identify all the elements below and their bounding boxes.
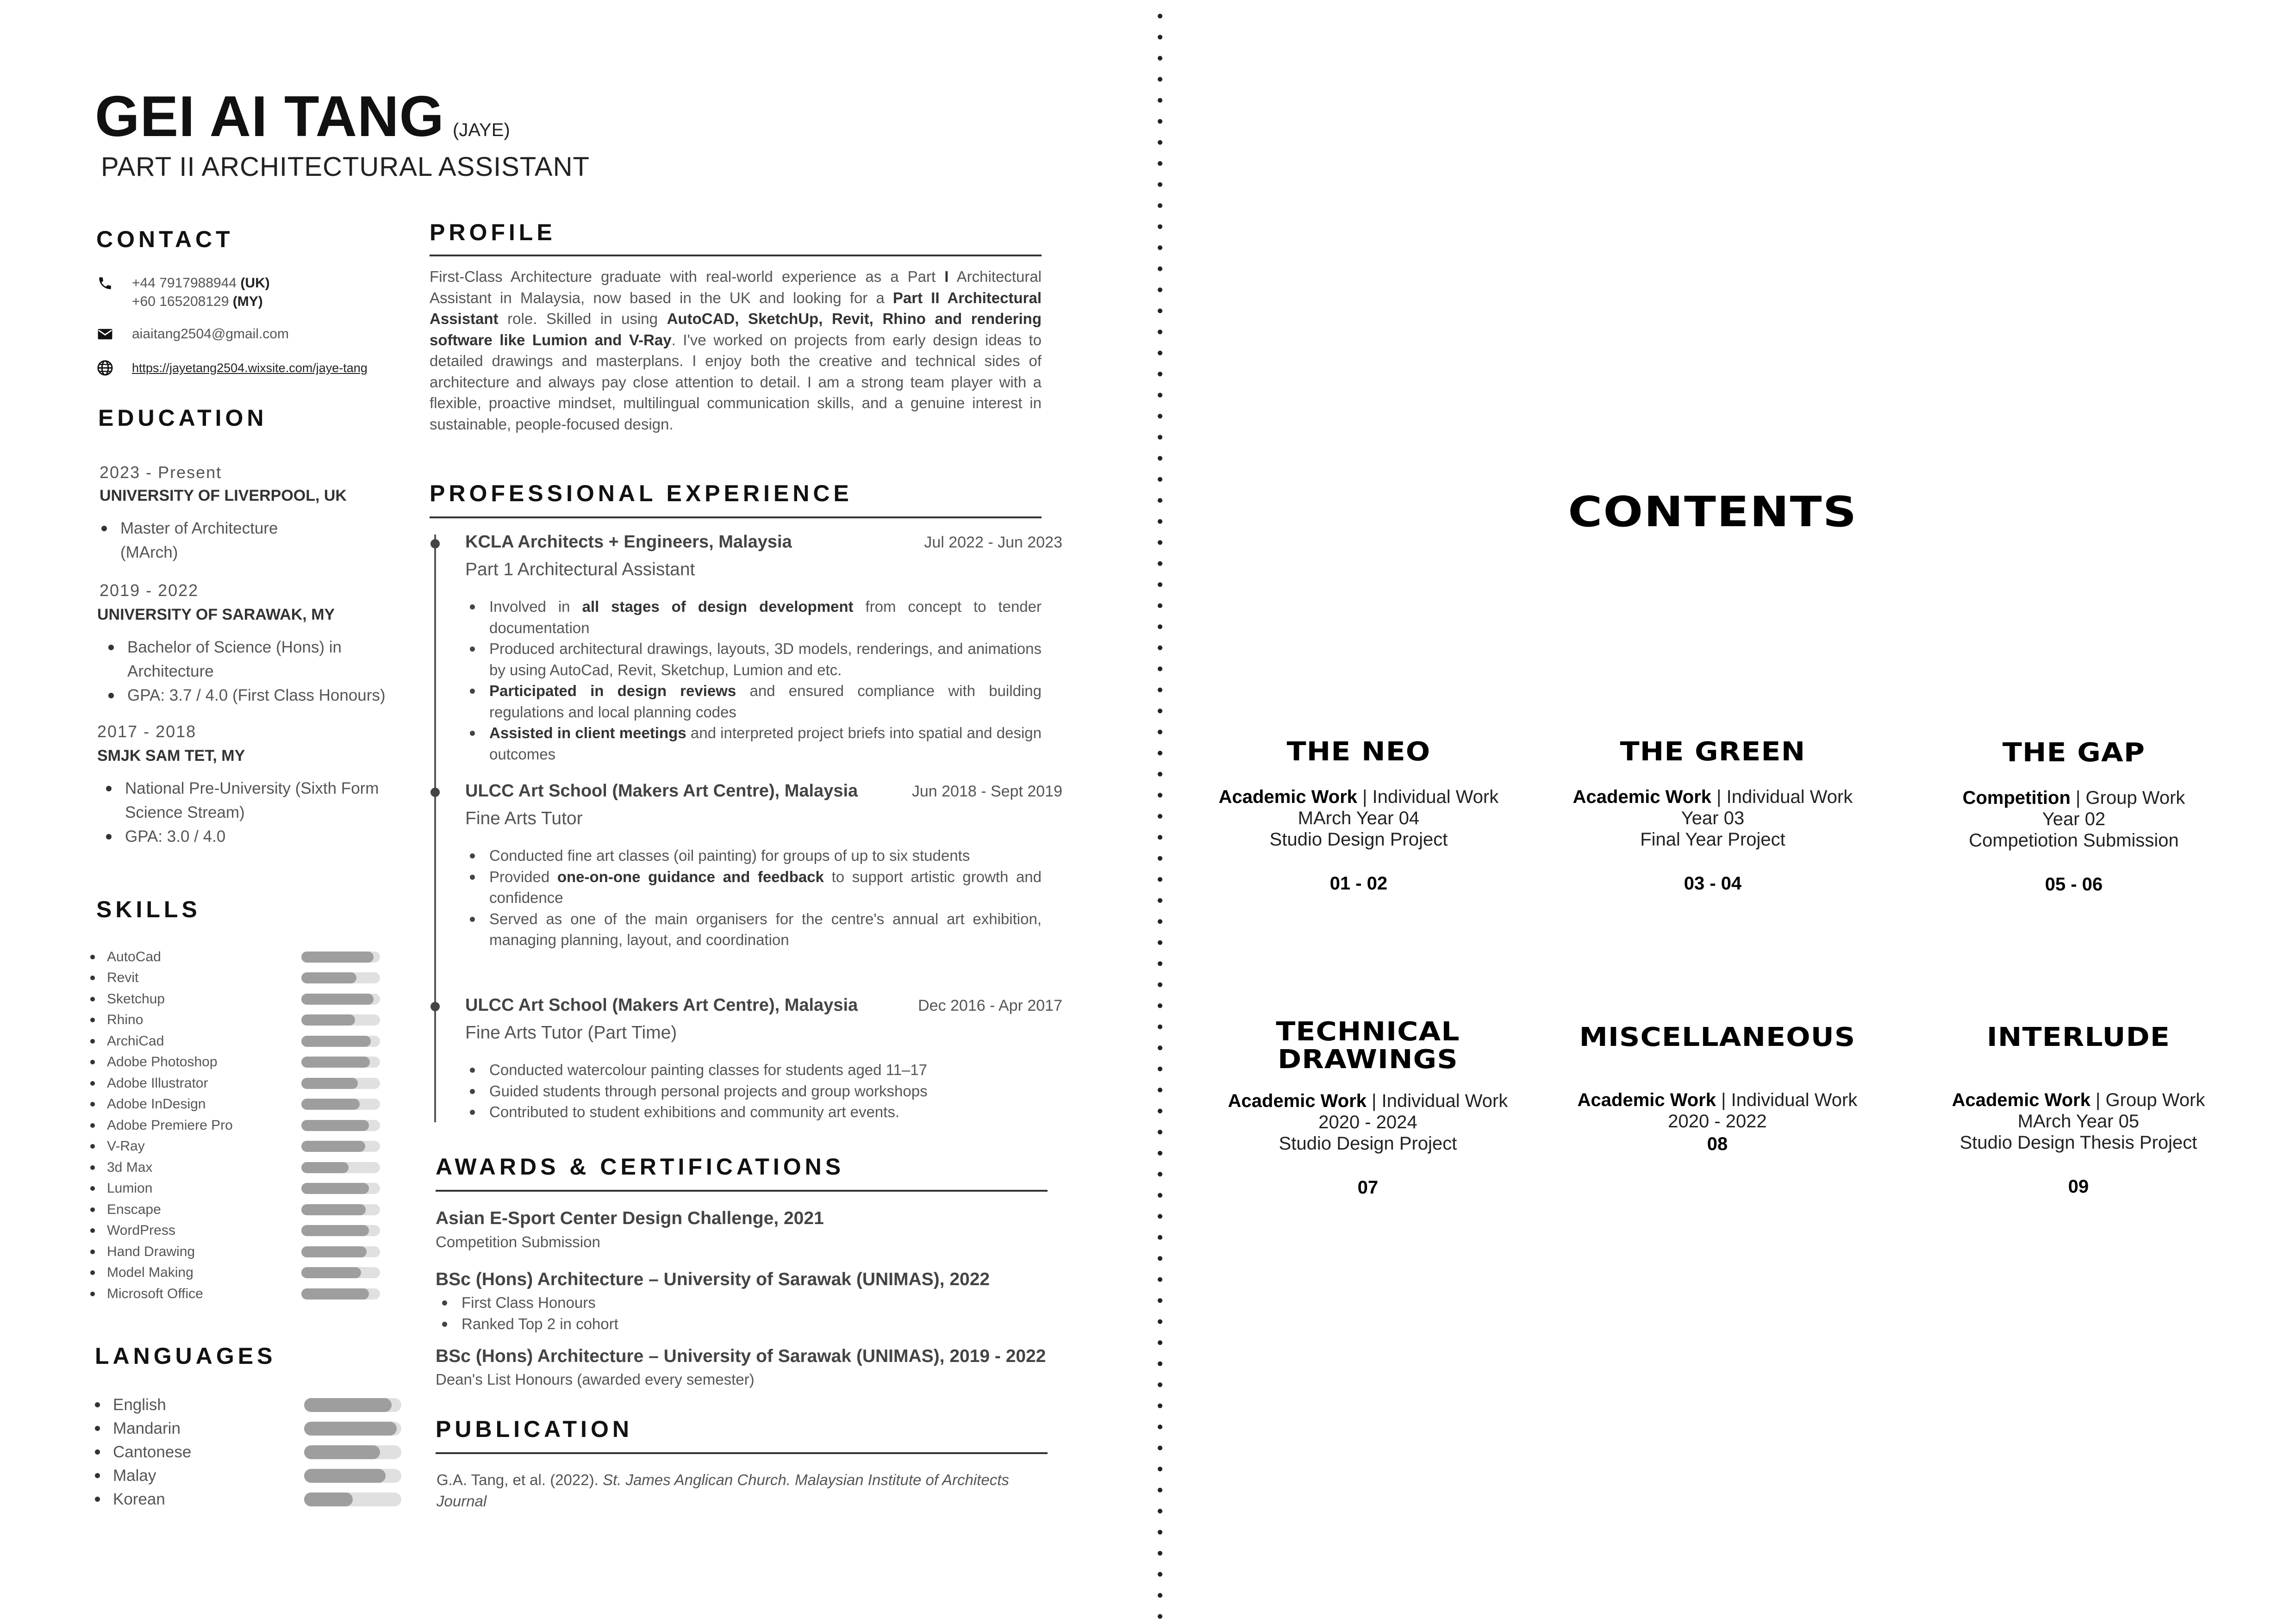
edu-years: 2023 - Present — [100, 463, 222, 482]
awards-heading: AWARDS & CERTIFICATIONS — [436, 1154, 845, 1180]
award-bullet: Ranked Top 2 in cohort — [436, 1313, 618, 1335]
bullet-icon — [95, 1426, 100, 1431]
language-level-fill — [304, 1492, 353, 1506]
bullet-icon — [95, 1449, 100, 1455]
skill-name: 3d Max — [107, 1159, 153, 1175]
skill-row — [90, 1115, 387, 1136]
project-pages: 09 — [2068, 1176, 2089, 1197]
contact-email — [95, 325, 289, 343]
contact-phone — [95, 274, 270, 311]
publication-rule — [436, 1452, 1048, 1454]
skill-level-bar — [301, 1246, 380, 1257]
skill-name: ArchiCad — [107, 1033, 164, 1049]
job-role: Part 1 Architectural Assistant — [465, 560, 695, 579]
language-name: Cantonese — [113, 1443, 192, 1461]
bullet-icon — [90, 1165, 95, 1170]
skill-level-bar — [301, 1120, 380, 1131]
skill-level-bar — [301, 1141, 380, 1152]
skill-name: V-Ray — [107, 1138, 145, 1154]
project-technical-drawings[interactable]: TECHNICAL DRAWINGS Academic Work | Individual Work 2020 - 2024 Studio Design Project 07 — [1192, 1018, 1544, 1197]
award-title: BSc (Hons) Architecture – University of Sarawak (UNIMAS), 2019 - 2022 — [436, 1346, 1046, 1366]
skill-name: Revit — [107, 970, 139, 986]
email-icon — [95, 325, 115, 343]
language-level-fill — [304, 1469, 386, 1483]
skill-row — [90, 946, 387, 968]
text-segment: Part II Architectural Assistant — [430, 289, 1042, 327]
job-dates: Jul 2022 - Jun 2023 — [924, 534, 1062, 551]
skill-name: Adobe Premiere Pro — [107, 1117, 233, 1133]
job-bullet — [465, 866, 1042, 908]
skill-row — [90, 1178, 387, 1200]
contents-heading: CONTENTS — [1568, 488, 1858, 536]
edu-items — [106, 635, 407, 708]
bullet-icon — [90, 1081, 95, 1086]
language-level-bar — [304, 1492, 401, 1506]
project-pages: 01 - 02 — [1329, 873, 1388, 894]
bullet-icon — [90, 1039, 95, 1044]
skill-row — [90, 1094, 387, 1115]
text-segment: all stages of design development — [582, 598, 854, 615]
awards-rule — [436, 1190, 1048, 1192]
project-pages: 07 — [1357, 1177, 1379, 1198]
skill-name: Hand Drawing — [107, 1244, 195, 1259]
skill-level-fill — [301, 1246, 367, 1257]
job-bullet — [465, 845, 1042, 866]
skill-level-fill — [301, 1162, 349, 1173]
award-sub: Dean's List Honours (awarded every semester) — [436, 1371, 755, 1388]
phone-uk: +44 7917988944 — [132, 275, 237, 291]
text-segment: Participated in design reviews — [489, 682, 736, 699]
skill-row — [90, 1199, 387, 1220]
project-the-gap[interactable]: THE GAP Competition | Group Work Year 02 Competiotion Submission 05 - 06 — [1898, 739, 2250, 894]
skill-name: Lumion — [107, 1181, 153, 1196]
job-company: ULCC Art School (Makers Art Centre), Malaysia — [465, 781, 858, 801]
skill-name: WordPress — [107, 1223, 175, 1238]
bullet-icon — [90, 1123, 95, 1128]
text-segment: and interpreted project briefs into spatial and design outcomes — [489, 724, 1042, 763]
skill-row — [90, 1073, 387, 1094]
project-title: MISCELLANEOUS — [1579, 1022, 1856, 1052]
skill-level-fill — [301, 1057, 370, 1068]
language-level-bar — [304, 1422, 401, 1436]
resume-job-title: PART II ARCHITECTURAL ASSISTANT — [101, 152, 590, 182]
resume-nickname: (JAYE) — [453, 120, 510, 140]
skill-level-fill — [301, 1288, 369, 1300]
skill-level-bar — [301, 1288, 380, 1300]
project-title: THE GREEN — [1620, 737, 1806, 767]
bullet-icon — [90, 997, 95, 1001]
skill-level-bar — [301, 1099, 380, 1110]
skill-level-bar — [301, 951, 380, 963]
text-segment: . I've worked on projects from early design ideas to detailed drawings and masterplans. I enjoy both the creative and technical sides of architecture and always pay close attention to detail. I am a strong team player with a flexible, proactive mindset, multilingual communication skills, and a genuine interest in sustainable, people-focused design. — [430, 331, 1042, 433]
language-row — [95, 1440, 410, 1464]
award-bullet: First Class Honours — [436, 1292, 618, 1313]
skill-level-bar — [301, 1014, 380, 1026]
bullet-icon — [90, 1018, 95, 1022]
edu-school: UNIVERSITY OF LIVERPOOL, UK — [100, 487, 347, 504]
job-bullet — [465, 1101, 1042, 1123]
skill-row — [90, 1136, 387, 1157]
skill-name: Adobe InDesign — [107, 1096, 206, 1112]
publication-heading: PUBLICATION — [436, 1416, 633, 1442]
bullet-icon — [90, 1144, 95, 1149]
text-segment: Produced architectural drawings, layouts, 3D models, renderings, and animations by using AutoCad, Revit, Sketchup, Lumion and etc. — [489, 640, 1042, 678]
bullet-icon — [90, 955, 95, 959]
project-interlude[interactable]: INTERLUDE Academic Work | Group Work MArch Year 05 Studio Design Thesis Project 09 — [1903, 1024, 2254, 1196]
skill-name: Microsoft Office — [107, 1286, 203, 1301]
project-pages: 03 - 04 — [1684, 873, 1742, 894]
languages-heading: LANGUAGES — [95, 1343, 276, 1369]
globe-icon — [95, 359, 115, 377]
phone-uk-tag: (UK) — [240, 275, 270, 291]
job-dates: Jun 2018 - Sept 2019 — [911, 783, 1062, 800]
text-segment: Served as one of the main organisers for the centre's annual art exhibition, managing planning, layout, and coordination — [489, 910, 1042, 948]
language-level-bar — [304, 1398, 401, 1412]
edu-items — [104, 777, 389, 849]
experience-heading: PROFESSIONAL EXPERIENCE — [430, 480, 853, 506]
award-sub: Competition Submission — [436, 1233, 600, 1250]
text-segment: Assisted in client meetings — [489, 724, 686, 741]
job-bullet — [465, 722, 1042, 765]
edu-years: 2017 - 2018 — [97, 722, 197, 741]
job-bullets — [465, 845, 1042, 951]
experience-rule — [430, 516, 1042, 518]
skill-level-bar — [301, 1057, 380, 1068]
timeline-dot — [430, 1002, 440, 1011]
bullet-icon — [95, 1473, 100, 1478]
bullet-icon — [90, 1060, 95, 1064]
language-row — [95, 1417, 410, 1440]
phone-my: +60 165208129 — [132, 294, 229, 309]
edu-item: Master of Architecture (MArch) — [100, 516, 317, 565]
skill-level-fill — [301, 951, 374, 963]
job-bullet — [465, 680, 1042, 722]
language-row — [95, 1464, 410, 1487]
skill-row — [90, 1241, 387, 1262]
project-the-green[interactable]: THE GREEN Academic Work | Individual Work Year 03 Final Year Project 03 - 04 — [1537, 738, 1889, 893]
job-bullet — [465, 1081, 1042, 1102]
bullet-icon — [90, 1292, 95, 1296]
timeline-dot — [430, 539, 440, 548]
skill-level-bar — [301, 1183, 380, 1194]
skill-row — [90, 1010, 387, 1031]
bullet-icon — [90, 1102, 95, 1107]
contact-website — [95, 359, 368, 377]
project-title: THE NEO — [1286, 737, 1431, 767]
bullet-icon — [90, 1207, 95, 1212]
job-bullets — [465, 596, 1042, 765]
edu-item: GPA: 3.7 / 4.0 (First Class Honours) — [106, 684, 407, 708]
edu-item: National Pre-University (Sixth Form Science Stream) — [104, 777, 389, 825]
education-heading: EDUCATION — [98, 405, 268, 431]
language-name: Malay — [113, 1466, 156, 1485]
award-title: Asian E-Sport Center Design Challenge, 2021 — [436, 1208, 824, 1228]
job-role: Fine Arts Tutor (Part Time) — [465, 1023, 677, 1043]
job-role: Fine Arts Tutor — [465, 808, 583, 828]
skills-heading: SKILLS — [96, 896, 201, 922]
skill-level-fill — [301, 1078, 358, 1089]
language-name: Korean — [113, 1490, 165, 1508]
award-bullets — [436, 1292, 618, 1335]
bullet-icon — [90, 1228, 95, 1233]
phone-icon — [95, 274, 115, 292]
skill-row — [90, 1031, 387, 1052]
project-the-neo[interactable]: THE NEO Academic Work | Individual Work MArch Year 04 Studio Design Project 01 - 02 — [1183, 738, 1535, 893]
language-level-bar — [304, 1469, 401, 1483]
skill-row — [90, 1262, 387, 1284]
text-segment: Guided students through personal projects and group workshops — [489, 1082, 928, 1100]
contact-heading: CONTACT — [96, 226, 234, 252]
project-pages: 05 - 06 — [2045, 874, 2103, 895]
language-name: Mandarin — [113, 1419, 181, 1437]
edu-years: 2019 - 2022 — [100, 581, 199, 600]
skill-level-fill — [301, 1225, 369, 1236]
skill-level-bar — [301, 994, 380, 1005]
text-segment: First-Class Architecture graduate with real-world experience as a Part — [430, 268, 945, 285]
skill-name: AutoCad — [107, 949, 161, 964]
skill-level-fill — [301, 1036, 371, 1047]
project-miscellaneous[interactable]: MISCELLANEOUS Academic Work | Individual Work 2020 - 2022 08 — [1541, 1024, 1893, 1153]
edu-school: UNIVERSITY OF SARAWAK, MY — [97, 606, 335, 623]
text-segment: and ensured compliance with building regulations and local planning codes — [489, 682, 1042, 721]
resume-name: GEI AI TANG (JAYE) — [95, 85, 510, 149]
skill-row — [90, 989, 387, 1010]
skill-level-bar — [301, 1162, 380, 1173]
language-name: English — [113, 1395, 166, 1414]
phone-my-tag: (MY) — [232, 294, 263, 309]
text-segment: role. Skilled in using — [498, 310, 667, 327]
website-link[interactable]: https://jayetang2504.wixsite.com/jaye-tang — [132, 361, 368, 375]
skill-level-bar — [301, 972, 380, 983]
language-row — [95, 1487, 410, 1511]
bullet-icon — [90, 976, 95, 980]
language-level-fill — [304, 1398, 392, 1412]
skill-row — [90, 1283, 387, 1305]
language-level-fill — [304, 1445, 380, 1459]
project-title: INTERLUDE — [1986, 1022, 2171, 1052]
project-title: TECHNICAL DRAWINGS — [1276, 1017, 1460, 1075]
job-bullet — [465, 908, 1042, 951]
text-segment: Conducted watercolour painting classes for students aged 11–17 — [489, 1061, 927, 1078]
job-company: ULCC Art School (Makers Art Centre), Malaysia — [465, 995, 858, 1015]
text-segment: I — [944, 268, 949, 285]
job-dates: Dec 2016 - Apr 2017 — [918, 997, 1062, 1014]
text-segment: Involved in — [489, 598, 582, 615]
skill-level-fill — [301, 1014, 355, 1026]
skill-level-bar — [301, 1267, 380, 1278]
skill-level-fill — [301, 1099, 360, 1110]
language-level-bar — [304, 1445, 401, 1459]
text-segment: Contributed to student exhibitions and community art events. — [489, 1103, 899, 1120]
edu-item: GPA: 3.0 / 4.0 — [104, 825, 389, 849]
skill-level-fill — [301, 1141, 365, 1152]
bullet-icon — [90, 1250, 95, 1254]
skill-row — [90, 1052, 387, 1073]
skill-name: Rhino — [107, 1012, 144, 1028]
skill-level-fill — [301, 994, 374, 1005]
skill-name: Model Making — [107, 1265, 193, 1281]
skill-name: Enscape — [107, 1201, 161, 1217]
skill-level-fill — [301, 1204, 366, 1215]
publication-text: G.A. Tang, et al. (2022). St. James Anglican Church. Malaysian Institute of Architects Journal — [437, 1471, 1009, 1510]
bullet-icon — [90, 1186, 95, 1191]
text-segment: to support artistic growth and confidence — [489, 868, 1042, 906]
text-segment: Provided — [489, 868, 557, 885]
skill-level-bar — [301, 1078, 380, 1089]
bullet-icon — [95, 1402, 100, 1407]
skill-row — [90, 1220, 387, 1242]
skill-level-fill — [301, 1120, 369, 1131]
experience-timeline — [434, 535, 436, 1122]
skill-level-bar — [301, 1225, 380, 1236]
job-company: KCLA Architects + Engineers, Malaysia — [465, 532, 792, 552]
text-segment: AutoCAD, SketchUp, Revit, Rhino and rendering software like Lumion and V-Ray — [430, 310, 1042, 348]
job-bullet — [465, 596, 1042, 638]
job-bullets — [465, 1059, 1042, 1123]
skill-level-fill — [301, 1183, 369, 1194]
skill-level-bar — [301, 1204, 380, 1215]
bullet-icon — [90, 1270, 95, 1275]
job-bullet — [465, 1059, 1042, 1081]
skill-name: Adobe Illustrator — [107, 1075, 208, 1091]
text-segment: Conducted fine art classes (oil painting) for groups of up to six students — [489, 847, 970, 864]
email-text[interactable]: aiaitang2504@gmail.com — [132, 326, 289, 342]
job-bullet — [465, 638, 1042, 680]
edu-item: Bachelor of Science (Hons) in Architecture — [106, 635, 407, 684]
skill-name: Sketchup — [107, 991, 165, 1007]
text-segment: one-on-one guidance and feedback — [557, 868, 824, 885]
edu-school: SMJK SAM TET, MY — [97, 747, 245, 765]
profile-rule — [430, 255, 1042, 256]
skill-row — [90, 1157, 387, 1178]
profile-heading: PROFILE — [430, 219, 556, 245]
text-segment: from concept to tender documentation — [489, 598, 1042, 636]
bullet-icon — [95, 1497, 100, 1502]
project-pages: 08 — [1707, 1134, 1728, 1154]
skill-row — [90, 968, 387, 989]
edu-items — [100, 516, 317, 565]
project-title: THE GAP — [2002, 738, 2146, 768]
timeline-dot — [430, 788, 440, 797]
skill-level-bar — [301, 1036, 380, 1047]
award-title: BSc (Hons) Architecture – University of Sarawak (UNIMAS), 2022 — [436, 1269, 990, 1289]
profile-text — [430, 266, 1042, 435]
skill-level-fill — [301, 1267, 361, 1278]
skill-name: Adobe Photoshop — [107, 1054, 218, 1070]
page-divider — [1157, 6, 1163, 1621]
text-segment: Architectural Assistant in Malaysia, now based in the UK and looking for a — [430, 268, 1042, 306]
language-row — [95, 1393, 410, 1417]
language-level-fill — [304, 1422, 397, 1436]
skill-level-fill — [301, 972, 356, 983]
